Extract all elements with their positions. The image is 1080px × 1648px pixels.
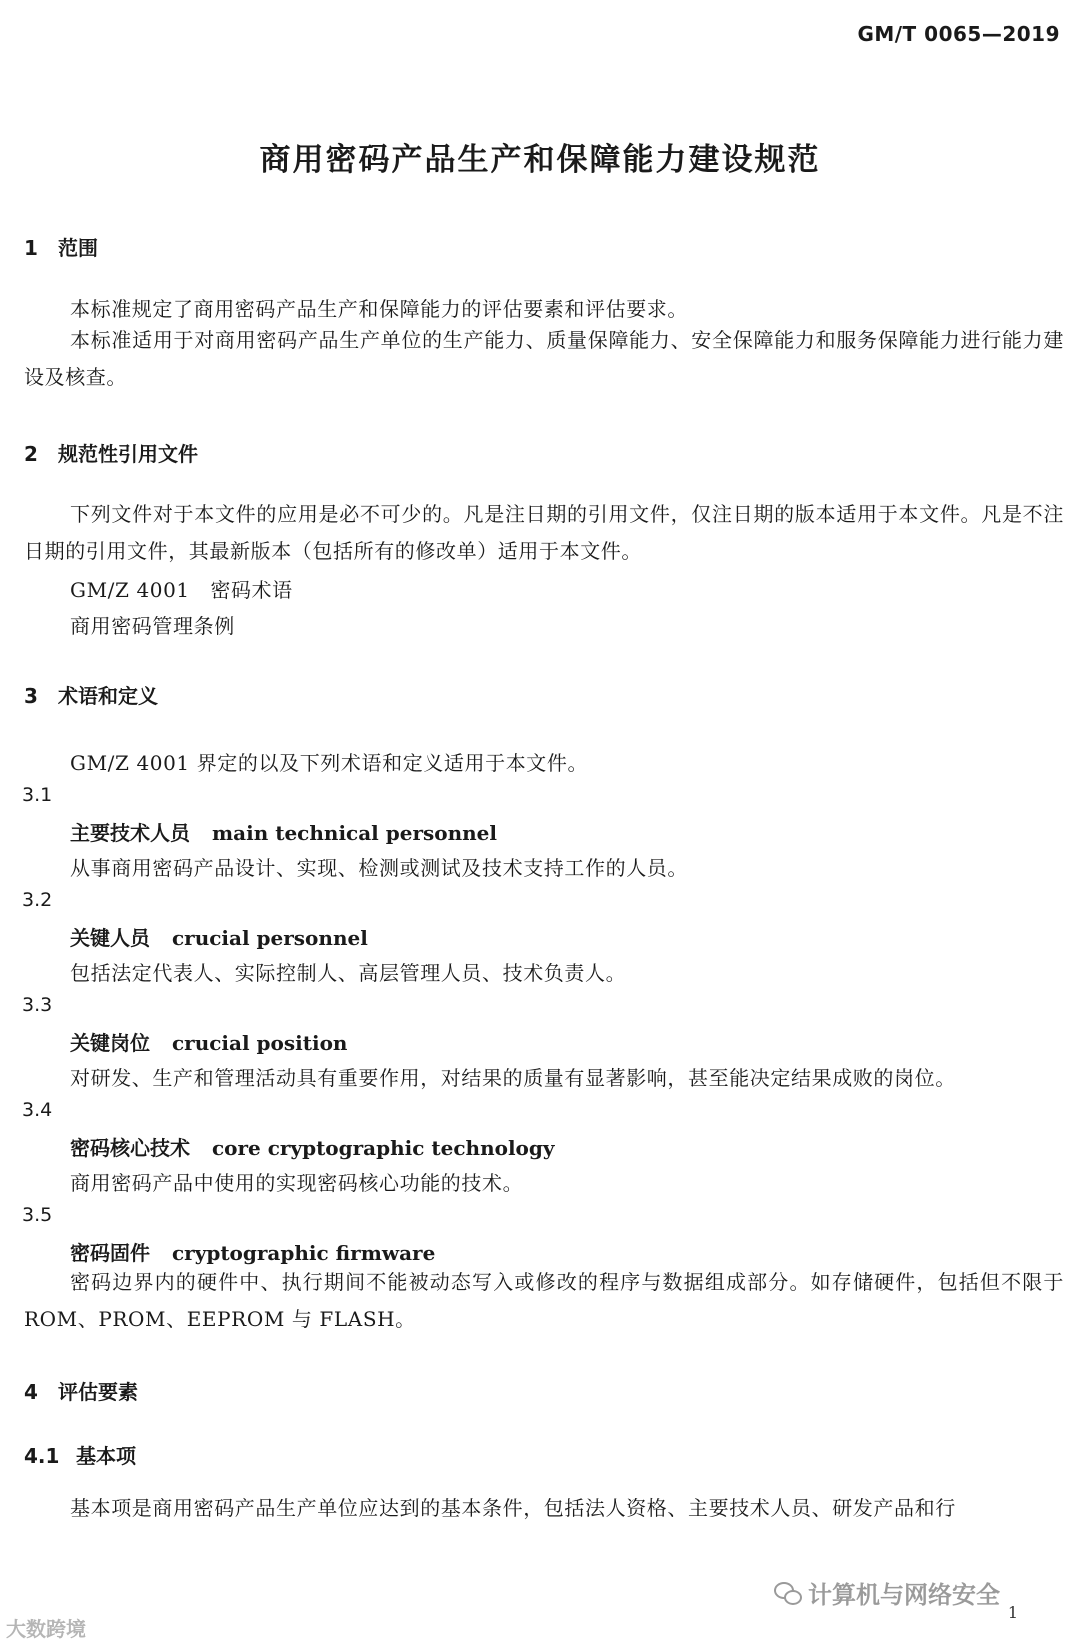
section-2-paragraph-1: 下列文件对于本文件的应用是必不可少的。凡是注日期的引用文件，仅注日期的版本适用于本文件。凡是不注日期的引用文件，其最新版本（包括所有的修改单）适用于本文件。 xyxy=(24,502,1064,563)
term-heading: 关键岗位 crucial position xyxy=(70,1031,348,1055)
term-number: 3.4 xyxy=(22,1099,53,1121)
section-3-heading xyxy=(24,680,158,709)
term-definition: 包括法定代表人、实际控制人、高层管理人员、技术负责人。 xyxy=(70,961,627,985)
watermark-left: 大数跨境 xyxy=(6,1617,86,1641)
section-2-heading xyxy=(24,438,198,467)
subsection-4-1-heading xyxy=(24,1440,136,1469)
watermark-right xyxy=(774,1575,1000,1610)
section-title: 范围 xyxy=(58,236,98,260)
term-heading: 密码核心技术 core cryptographic technology xyxy=(70,1136,555,1160)
section-4-heading xyxy=(24,1376,138,1405)
subsection-number: 4.1 xyxy=(24,1444,60,1468)
term-heading: 主要技术人员 main technical personnel xyxy=(70,821,497,845)
term-heading: 密码固件 cryptographic firmware xyxy=(70,1241,436,1265)
section-title: 评估要素 xyxy=(58,1380,138,1404)
term-number: 3.1 xyxy=(22,784,53,806)
section-title: 术语和定义 xyxy=(58,684,158,708)
term-number: 3.3 xyxy=(22,994,53,1016)
section-number: 2 xyxy=(24,442,38,466)
section-3-intro: GM/Z 4001 界定的以及下列术语和定义适用于本文件。 xyxy=(70,751,589,775)
term-definition: 密码边界内的硬件中、执行期间不能被动态写入或修改的程序与数据组成部分。如存储硬件，包括但不限于 ROM、PROM、EEPROM 与 FLASH。 xyxy=(24,1270,1064,1331)
watermark-right-text: 计算机与网络安全 xyxy=(808,1581,1000,1609)
section-number: 4 xyxy=(24,1380,38,1404)
section-1-paragraph-2: 本标准适用于对商用密码产品生产单位的生产能力、质量保障能力、安全保障能力和服务保障能力进行能力建设及核查。 xyxy=(24,328,1064,389)
reference-1: GM/Z 4001 密码术语 xyxy=(70,578,293,602)
section-1-paragraph-1: 本标准规定了商用密码产品生产和保障能力的评估要素和评估要求。 xyxy=(70,297,688,321)
term-number: 3.5 xyxy=(22,1204,53,1226)
term-heading: 关键人员 crucial personnel xyxy=(70,926,368,950)
reference-2: 商用密码管理条例 xyxy=(70,614,235,638)
page-number: 1 xyxy=(1007,1603,1018,1622)
standard-code: GM/T 0065—2019 xyxy=(857,22,1060,46)
term-definition: 从事商用密码产品设计、实现、检测或测试及技术支持工作的人员。 xyxy=(70,856,688,880)
section-1-heading xyxy=(24,232,98,261)
term-definition: 对研发、生产和管理活动具有重要作用，对结果的质量有显著影响，甚至能决定结果成败的岗位。 xyxy=(70,1066,956,1090)
document-title: 商用密码产品生产和保障能力建设规范 xyxy=(259,142,821,178)
wechat-icon xyxy=(774,1582,800,1604)
term-definition: 商用密码产品中使用的实现密码核心功能的技术。 xyxy=(70,1171,524,1195)
term-number: 3.2 xyxy=(22,889,53,911)
section-title: 规范性引用文件 xyxy=(58,442,198,466)
subsection-title: 基本项 xyxy=(76,1444,136,1468)
section-number: 3 xyxy=(24,684,38,708)
section-number: 1 xyxy=(24,236,38,260)
section-4-paragraph-1: 基本项是商用密码产品生产单位应达到的基本条件，包括法人资格、主要技术人员、研发产品和行 xyxy=(70,1496,956,1520)
